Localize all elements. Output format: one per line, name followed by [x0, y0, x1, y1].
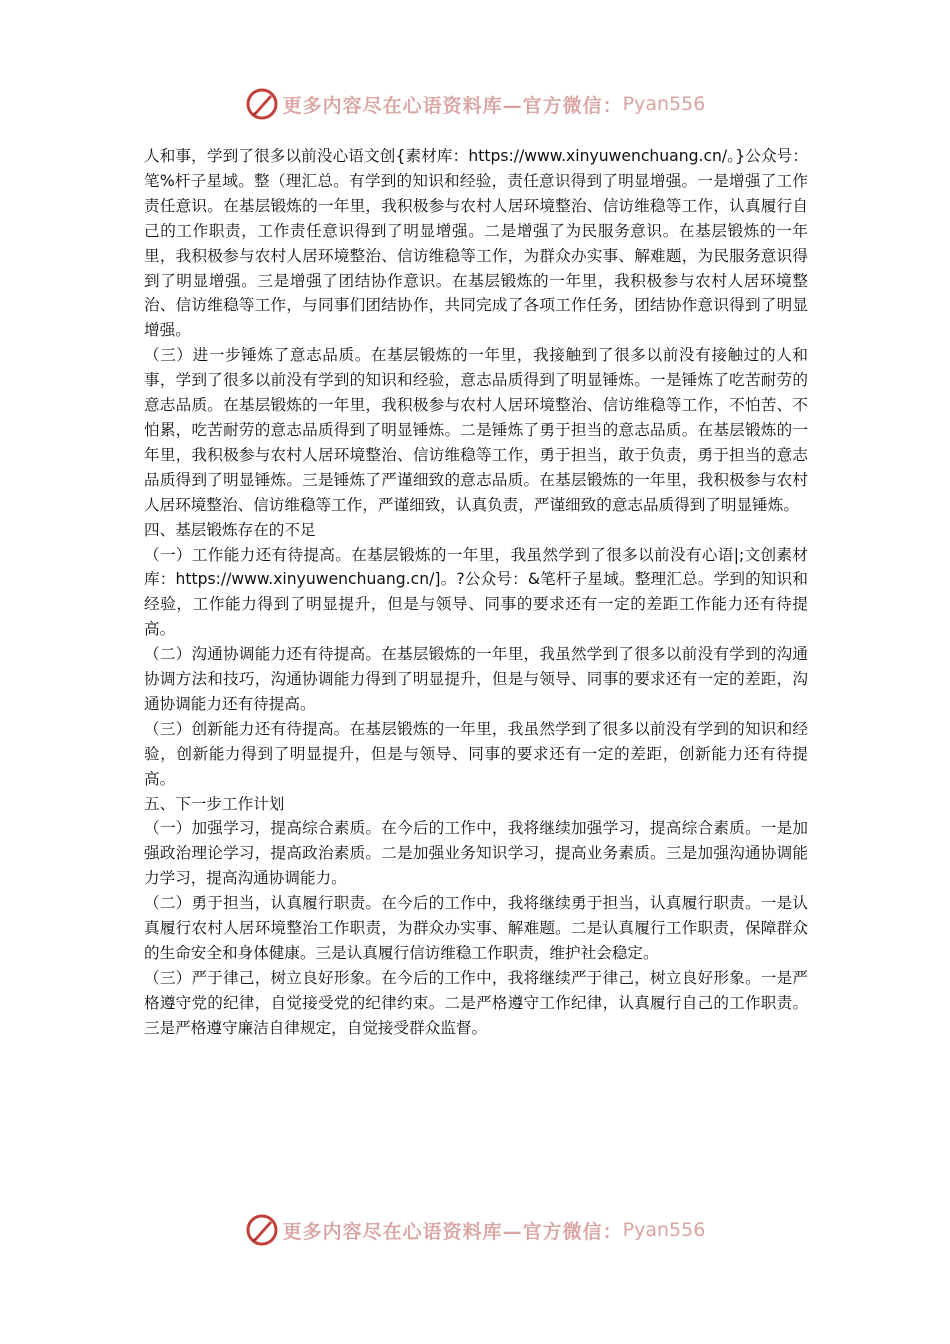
paragraph: （三）创新能力还有待提高。在基层锻炼的一年里，我虽然学到了很多以前没有学到的知识和经验，创新能力得到了明显提升，但是与领导、同事的要求还有一定的差距，创新能力还有待提高。 [144, 719, 808, 788]
banner-wechat-id: Pyan556 [622, 1219, 706, 1241]
quill-logo-icon [245, 1213, 279, 1247]
header-watermark-banner [0, 82, 950, 126]
paragraph: （一）加强学习，提高综合素质。在今后的工作中，我将继续加强学习，提高综合素质。一是加强政治理论学习，提高政治素质。二是加强业务知识学习，提高业务素质。三是加强沟通协调能力学习，提高沟通协调能力。 [144, 819, 808, 888]
document-body [144, 144, 808, 1041]
paragraph: （二）沟通协调能力还有待提高。在基层锻炼的一年里，我虽然学到了很多以前没有学到的沟通协调方法和技巧，沟通协调能力得到了明显提升，但是与领导、同事的要求还有一定的差距，沟通协调能力还有待提高。 [144, 645, 808, 713]
section-heading: 五、下一步工作计划 [144, 794, 285, 813]
paragraph: （三）进一步锤炼了意志品质。在基层锻炼的一年里，我接触到了很多以前没有接触过的人和事，学到了很多以前没有学到的知识和经验，意志品质得到了明显锤炼。一是锤炼了吃苦耐劳的意志品质。在基层锻炼的一年里，我积极参与农村人居环境整治、信访维稳等工作，不怕苦、不怕累，吃苦耐劳的意志品质得到了明显锤炼。二是锤炼了勇于担当的意志品质。在基层锻炼的一年里，我积极参与农村人居环境整治、信访维稳等工作，勇于担当，敢于负责，勇于担当的意志品质得到了明显锤炼。三是锤炼了严谨细致的意志品质。在基层锻炼的一年里，我积极参与农村人居环境整治、信访维稳等工作，严谨细致，认真负责，严谨细致的意志品质得到了明显锤炼。 [144, 346, 808, 514]
banner-wechat-id: Pyan556 [622, 93, 706, 115]
paragraph: （二）勇于担当，认真履行职责。在今后的工作中，我将继续勇于担当，认真履行职责。一是认真履行农村人居环境整治工作职责，为群众办实事、解难题。二是认真履行工作职责，保障群众的生命安全和身体健康。三是认真履行信访维稳工作职责，维护社会稳定。 [144, 894, 808, 962]
paragraph: （三）严于律己，树立良好形象。在今后的工作中，我将继续严于律己，树立良好形象。一是严格遵守党的纪律，自觉接受党的纪律约束。二是严格遵守工作纪律，认真履行自己的工作职责。三是严格遵守廉洁自律规定，自觉接受群众监督。 [144, 968, 808, 1037]
section-heading: 四、基层锻炼存在的不足 [144, 520, 316, 539]
quill-logo-icon [245, 87, 279, 121]
paragraph: （一）工作能力还有待提高。在基层锻炼的一年里，我虽然学到了很多以前没有心语|;文创素材库：https://www.xinyuwenchuang.cn/]。?公众号：&笔杆子星域。整理汇总。学到的知识和经验，工作能力得到了明显提升，但是与领导、同事的要求还有一定的差距工作能力还有待提高。 [144, 545, 808, 639]
banner-text: 更多内容尽在心语资料库—官方微信： [282, 94, 623, 117]
banner-text: 更多内容尽在心语资料库—官方微信： [282, 1220, 623, 1243]
paragraph: 人和事，学到了很多以前没心语文创{素材库：https://www.xinyuwenchuang.cn/。}公众号：笔%杆子星域。整（理汇总。有学到的知识和经验，责任意识得到了明显增强。一是增强了工作责任意识。在基层锻炼的一年里，我积极参与农村人居环境整治、信访维稳等工作，认真履行自己的工作职责，工作责任意识得到了明显增强。二是增强了为民服务意识。在基层锻炼的一年里，我积极参与农村人居环境整治、信访维稳等工作，为群众办实事、解难题，为民服务意识得到了明显增强。三是增强了团结协作意识。在基层锻炼的一年里，我积极参与农村人居环境整治、信访维稳等工作，与同事们团结协作，共同完成了各项工作任务，团结协作意识得到了明显增强。 [144, 147, 808, 340]
footer-watermark-banner [0, 1208, 950, 1252]
